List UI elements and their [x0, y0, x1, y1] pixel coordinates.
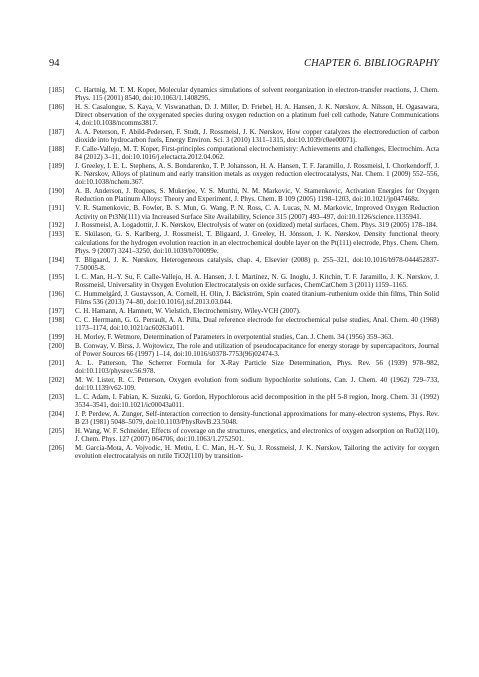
- reference-text: V. R. Stamenkovic, B. Fowler, B. S. Mun, G. Wang, P. N. Ross, C. A. Lucas, N. M. Markovic, Improved Oxygen Reduction Activity on Pt3Ni(111) via Increased Surface Site Availability, Science 315 (2007) 493–497, doi:10.1126/science.1135941.: [75, 204, 439, 221]
- reference-number: [187]: [49, 128, 65, 137]
- reference-item: [49, 187, 439, 203]
- reference-item: [49, 393, 439, 409]
- reference-item: [49, 128, 439, 144]
- reference-number: [204]: [49, 409, 65, 418]
- reference-text: F. Calle-Vallejo, M. T. Koper, First-principles computational electrochemistry: Achievements and challenges, Electrochim. Acta 84 (2012) 3–11, doi:10.1016/j.electacta.2012.04.062.: [75, 145, 439, 162]
- reference-number: [192]: [49, 221, 65, 230]
- reference-text: I. C. Man, H.-Y. Su, F. Calle-Vallejo, H. A. Hansen, J. I. Martínez, N. G. Inoglu, J. Kitchin, T. F. Jaramillo, J. K. Nørskov, J. Rossmeisl, Universality in Oxygen Evolution Electrocatalysis on oxide surfaces, ChemCatChem 3 (2011) 1159–1165.: [75, 272, 439, 289]
- reference-text: C. Hartnig, M. T. M. Koper, Molecular dynamics simulations of solvent reorganization in electron-transfer reactions, J. Chem. Phys. 115 (2001) 8540, doi:10.1063/1.1408295.: [75, 86, 439, 103]
- reference-item: [49, 103, 439, 127]
- reference-text: C. H. Hamann, A. Hamnett, W. Vielstich, Electrochemistry, Wiley-VCH (2007).: [75, 306, 301, 315]
- reference-item: [49, 290, 439, 306]
- reference-text: J. Rossmeisl, A. Logadottir, J. K. Nørskov, Electrolysis of water on (oxidized) metal surfaces, Chem. Phys. 319 (2005) 178–184.: [75, 221, 438, 230]
- reference-item: [49, 359, 439, 375]
- reference-text: C. C. Herrmann, G. G. Perrault, A. A. Pilla, Dual reference electrode for electrochemical pulse studies, Anal. Chem. 40 (1968) 1173–1174, doi:10.1021/ac60263a011.: [75, 315, 439, 332]
- reference-text: C. Hummelgård, J. Gustavsson, A. Cornell, H. Olin, J. Bäckström, Spin coated titanium–ruthenium oxide thin films, Thin Solid Films 536 (2013) 74–80, doi:10.1016/j.tsf.2013.03.044.: [75, 289, 439, 306]
- reference-text: M. García-Mota, A. Vojvodic, H. Metiu, I. C. Man, H.-Y. Su, J. Rossmeisl, J. K. Nørskov, Tailoring the activity for oxygen evolution electrocatalysis on rutile TiO2(110) by transition-: [75, 443, 439, 461]
- reference-number: [194]: [49, 255, 65, 264]
- reference-number: [193]: [49, 230, 65, 239]
- reference-text: T. Bligaard, J. K. Nørskov, Heterogeneous catalysis, chap. 4, Elsevier (2008) p. 255–321, doi:10.1016/b978-044452837-7.50005-8.: [75, 255, 439, 272]
- reference-text: H. Morley, F. Wetmore, Determination of Parameters in overpotential studies, Can. J. Chem. 34 (1956) 359–363.: [75, 332, 394, 341]
- reference-item: [49, 342, 439, 358]
- reference-number: [206]: [49, 443, 65, 452]
- reference-text: A. A. Peterson, F. Abild-Pedersen, F. Studt, J. Rossmeisl, J. K. Nørskov, How copper catalyzes the electroreduction of carbon dioxide into hydrocarbon fuels, Energy Environ. Sci. 3 (2010) 1311–1315, doi:10.1039/c0ee00071j.: [75, 128, 439, 145]
- reference-text: A. L. Patterson, The Scherrer Formula for X-Ray Particle Size Determination, Phys. Rev. 56 (1939) 978–982, doi:10.1103/physrev.56.978.: [75, 358, 439, 375]
- reference-item: [49, 273, 439, 289]
- reference-list: [49, 86, 439, 461]
- reference-item: [49, 145, 439, 161]
- reference-number: [198]: [49, 315, 65, 324]
- reference-number: [185]: [49, 86, 65, 94]
- reference-number: [195]: [49, 272, 65, 281]
- reference-item: [49, 376, 439, 392]
- reference-text: M. W. Lister, R. C. Petterson, Oxygen evolution from sodium hypochlorite solutions, Can. J. Chem. 40 (1962) 729–733, doi:10.1139/v62-109.: [75, 375, 439, 392]
- reference-item: [49, 162, 439, 186]
- reference-item: [49, 316, 439, 332]
- reference-item: [49, 444, 439, 460]
- reference-number: [201]: [49, 358, 65, 367]
- reference-item: [49, 410, 439, 426]
- reference-number: [202]: [49, 375, 65, 384]
- reference-text: J. Greeley, I. E. L. Stephens, A. S. Bondarenko, T. P. Johansson, H. A. Hansen, T. F. Jaramillo, J. Rossmeisl, I. Chorkendorff, J. K. Nørskov, Alloys of platinum and early transition metals as oxygen reduction electrocatalysts, Nat. Chem. 1 (2009) 552–556, doi:10.1038/nchem.367.: [75, 162, 439, 187]
- reference-item: [49, 333, 439, 341]
- reference-text: A. B. Anderson, J. Roques, S. Mukerjee, V. S. Murthi, N. M. Markovic, V. Stamenkovic, Activation Energies for Oxygen Reduction on Platinum Alloys: Theory and Experiment, J. Phys. Chem. B 109 (2005) 1198–1203, doi:10.1021/jp047468z.: [75, 187, 439, 204]
- reference-number: [191]: [49, 204, 65, 213]
- reference-text: H. Wang, W. F. Schneider, Effects of coverage on the structures, energetics, and electronics of oxygen adsorption on RuO2(110), J. Chem. Phys. 127 (2007) 064706, doi:10.1063/1.2752501.: [75, 426, 439, 444]
- reference-number: [189]: [49, 162, 65, 171]
- reference-text: H. S. Casalongue, S. Kaya, V. Viswanathan, D. J. Miller, D. Friebel, H. A. Hansen, J. K. Nørskov, A. Nilsson, H. Ogasawara, Direct observation of the oxygenated species during oxygen reduction on a platinum fuel cell cathode, Nature Communications 4, doi:10.1038/ncomms3817.: [75, 103, 439, 128]
- reference-number: [188]: [49, 145, 65, 154]
- chapter-title: CHAPTER 6. BIBLIOGRAPHY: [304, 58, 439, 69]
- reference-item: [49, 256, 439, 272]
- reference-number: [200]: [49, 341, 65, 350]
- reference-text: E. Skúlason, G. S. Karlberg, J. Rossmeisl, T. Bligaard, J. Greeley, H. Jónsson, J. K. Nørskov, Density functional theory calculations for the hydrogen evolution reaction in an electrochemical double layer on the Pt(111) electrode, Phys. Chem. Chem. Phys. 9 (2007) 3241–3250, doi:10.1039/b700099e.: [75, 230, 439, 255]
- reference-number: [199]: [49, 332, 65, 341]
- reference-text: B. Conway, V. Birss, J. Wojtowicz, The role and utilization of pseudocapacitance for energy storage by supercapacitors, Journal of Power Sources 66 (1997) 1–14, doi:10.1016/s0378-7753(96)02474-3.: [75, 341, 439, 358]
- page-header: [49, 58, 439, 69]
- reference-item: [49, 427, 439, 443]
- reference-number: [196]: [49, 289, 65, 298]
- reference-number: [197]: [49, 306, 65, 315]
- reference-number: [203]: [49, 392, 65, 401]
- reference-number: [190]: [49, 187, 65, 196]
- reference-number: [205]: [49, 426, 65, 435]
- reference-item: [49, 204, 439, 220]
- reference-number: [186]: [49, 103, 65, 112]
- page-number: 94: [49, 58, 60, 69]
- reference-text: J. P. Perdew, A. Zunger, Self-interaction correction to density-functional approximations for many-electron systems, Phys. Rev. B 23 (1981) 5048–5079, doi:10.1103/PhysRevB.23.5048.: [75, 409, 439, 426]
- reference-item: [49, 307, 439, 315]
- reference-item: [49, 86, 439, 102]
- reference-item: [49, 221, 439, 229]
- reference-item: [49, 230, 439, 254]
- reference-text: L. C. Adam, I. Fabian, K. Suzuki, G. Gordon, Hypochlorous acid decomposition in the pH 5-8 region, Inorg. Chem. 31 (1992) 3534–3541, doi:10.1021/ic00043a011.: [75, 392, 439, 409]
